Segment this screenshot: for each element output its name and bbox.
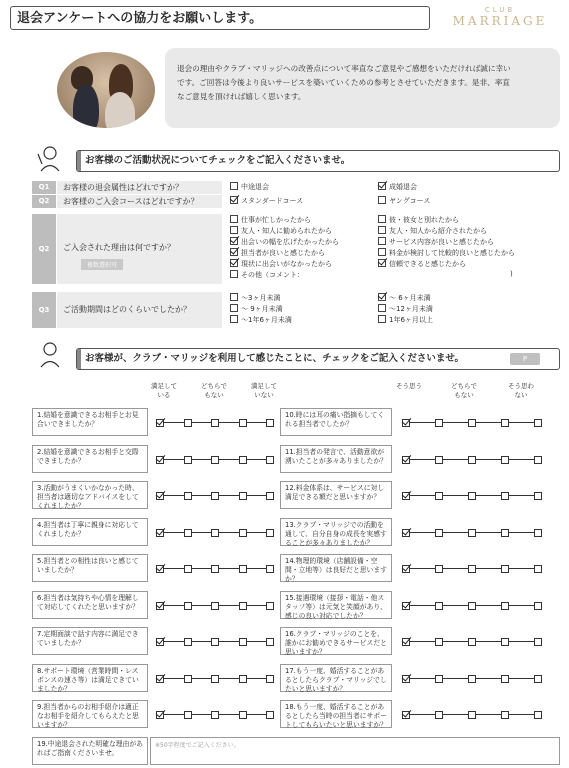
rating-box[interactable] (184, 456, 192, 464)
rating-scale (402, 673, 542, 685)
q2-label: Q2 (32, 214, 56, 284)
rating-box-checked[interactable] (156, 711, 164, 719)
q3-right-option-2[interactable] (378, 315, 558, 326)
rating-box[interactable] (501, 419, 509, 427)
q2-right-option-2-label: サービス内容が良いと感じたから (389, 238, 494, 246)
checkbox-checked[interactable] (378, 259, 386, 267)
rating-box[interactable] (435, 565, 443, 573)
rating-box[interactable] (468, 492, 476, 500)
rating-box[interactable] (534, 419, 542, 427)
rating-scale (156, 417, 274, 429)
section2-title: お客様が、クラブ・マリッジを利用して感じたことに、チェックをご記入くださいませ。 (85, 353, 465, 364)
q2-left-option-2[interactable] (230, 237, 380, 248)
right-header-0: そう思う (396, 382, 422, 390)
rating-box[interactable] (534, 602, 542, 610)
q2a-option-0-label: スタンダードコース (241, 197, 304, 205)
rating-box[interactable] (534, 638, 542, 646)
brand-small: CLUB (484, 6, 516, 14)
rating-box[interactable] (184, 675, 192, 683)
rating-box[interactable] (266, 456, 274, 464)
rating-box[interactable] (266, 492, 274, 500)
q2-right-option-0-label: 彼・彼女と別れたから (389, 216, 459, 224)
checkbox[interactable] (378, 248, 386, 256)
survey-statement: 7.定期面談で話す内容に満足できていましたか？ (32, 627, 148, 655)
raising-hand-person-icon (36, 144, 64, 172)
rating-box[interactable] (501, 529, 509, 537)
rating-box-checked[interactable] (156, 456, 164, 464)
rating-box[interactable] (435, 456, 443, 464)
rating-scale (156, 673, 274, 685)
checkbox[interactable] (378, 226, 386, 234)
rating-box[interactable] (435, 492, 443, 500)
survey-statement: 9.担当者からのお相手紹介は適正なお相手を紹介してもらえたと思いますか？ (32, 700, 148, 728)
section1-title: お客様のご活動状況についてチェックをご記入くださいませ。 (85, 155, 351, 166)
rating-box[interactable] (468, 456, 476, 464)
rating-box[interactable] (501, 456, 509, 464)
q1-option-0-label: 中途退会 (241, 183, 269, 191)
q3-left-option-1-label: ～ 9ヶ月未満 (241, 305, 283, 313)
rating-box-checked[interactable] (402, 529, 410, 537)
rating-box-checked[interactable] (402, 602, 410, 610)
rating-box[interactable] (211, 602, 219, 610)
rating-box-checked[interactable] (156, 419, 164, 427)
checkbox[interactable] (230, 293, 238, 301)
rating-scale (402, 600, 542, 612)
intro-line-2: です。ご回答は今後より良いサービスを築いていくための参考とさせていただきます。是非、率直 (177, 78, 510, 87)
rating-box[interactable] (435, 602, 443, 610)
rating-box[interactable] (468, 419, 476, 427)
rating-box-checked[interactable] (156, 638, 164, 646)
checkbox[interactable] (230, 270, 238, 278)
rating-box[interactable] (239, 602, 247, 610)
right-header-2: そう思わない (508, 382, 534, 399)
left-header-1: どちらでもない (201, 382, 227, 399)
rating-scale (402, 709, 542, 721)
rating-box[interactable] (211, 565, 219, 573)
q2a-label: Q2 (32, 195, 56, 208)
rating-box[interactable] (184, 602, 192, 610)
checkbox[interactable] (378, 304, 386, 312)
survey-statement: 15.接遇環境（接拶・電話・他スタッフ等）は元気と笑顔があり、感じの良い対応でしたか？ (280, 591, 392, 619)
q2-left-option-5-label: その他（コメント： (241, 271, 304, 279)
rating-box[interactable] (239, 675, 247, 683)
q2-left-option-3[interactable] (230, 248, 380, 259)
q3-options-right (378, 293, 558, 326)
rating-box[interactable] (468, 711, 476, 719)
rating-box[interactable] (534, 456, 542, 464)
q3-text: ご活動期間はどのくらいでしたか？ (57, 292, 222, 328)
rating-box[interactable] (534, 529, 542, 537)
q19-text: 19.中途退会された明確な理由があればご指南くださいませ。 (32, 737, 148, 765)
person-icon (36, 340, 64, 368)
rating-box[interactable] (266, 638, 274, 646)
survey-statement: 2.結婚を意識できるお相手と交際できましたか？ (32, 445, 148, 473)
survey-statement: 12.料金体系は、サービスに対し満足できる額だと思いますか？ (280, 481, 392, 509)
checkbox-checked[interactable] (230, 259, 238, 267)
q2-right-option-4-label: 信頼できると感じたから (389, 260, 466, 268)
rating-box-checked[interactable] (156, 675, 164, 683)
intro-bubble (165, 48, 560, 128)
q19-answer-field[interactable] (150, 737, 560, 765)
survey-statement: 5.担当者との相性は良いと感じていましたか？ (32, 554, 148, 582)
rating-box[interactable] (239, 492, 247, 500)
rating-box[interactable] (501, 638, 509, 646)
left-header-2: 満足していない (251, 382, 277, 399)
checkbox[interactable] (230, 226, 238, 234)
survey-statement: 17.もう一度、婚活することがあるとしたらクラブ・マリッジでしたいと思いますか？ (280, 664, 392, 692)
rating-box[interactable] (239, 419, 247, 427)
q2-text: ご入会された理由は何ですか？ (63, 243, 175, 252)
checkbox[interactable] (378, 315, 386, 323)
rating-box[interactable] (468, 675, 476, 683)
rating-scale (402, 417, 542, 429)
rating-scale (402, 636, 542, 648)
rating-box-checked[interactable] (402, 456, 410, 464)
q2-left-option-2-label: 出会いの幅を広げたかったから (241, 238, 339, 246)
q2a-text: お客様のご入会コースはどれですか？ (57, 195, 222, 208)
rating-box[interactable] (239, 638, 247, 646)
survey-statement: 8.サポート環境（営業時間・レスポンスの速さ等）は満足できていましたか？ (32, 664, 148, 692)
survey-statement: 13.クラブ・マリッジでの活動を通して、自分自身の成長を実感することが多々ありましたか？ (280, 518, 392, 546)
rating-box[interactable] (266, 565, 274, 573)
q2-right-option-2[interactable] (378, 237, 558, 248)
q2-left-option-1-label: 友人・知人に勧められたから (241, 227, 332, 235)
rating-box[interactable] (534, 492, 542, 500)
rating-box[interactable] (211, 638, 219, 646)
rating-box[interactable] (211, 529, 219, 537)
rating-box[interactable] (211, 711, 219, 719)
q2a-option-0[interactable] (230, 196, 303, 206)
q2-text-block (57, 214, 222, 284)
q1-option-0[interactable] (230, 182, 269, 192)
survey-statement: 1.結婚を意識できるお相手とお見合いできましたか？ (32, 408, 148, 436)
q2-left-option-5[interactable] (230, 270, 380, 281)
page-title: 退会アンケートへの協力をお願いします。 (10, 6, 430, 30)
q1-option-1-label: 成婚退会 (389, 183, 417, 191)
rating-box[interactable] (184, 711, 192, 719)
section2-header (76, 348, 560, 370)
q3-right-option-0[interactable] (378, 293, 558, 304)
rating-scale (402, 490, 542, 502)
q2-close-paren: ) (510, 270, 513, 278)
checkbox[interactable] (378, 196, 386, 204)
rating-box[interactable] (468, 638, 476, 646)
q3-left-option-2-label: ～1年6ヶ月未満 (241, 316, 292, 324)
q2-note: 複数選択可 (81, 259, 123, 270)
rating-scale (402, 563, 542, 575)
rating-box[interactable] (184, 419, 192, 427)
survey-statement: 14.物理的環境（店舗設備・空間・立地等）は良好だと思いますか？ (280, 554, 392, 582)
checkbox-checked[interactable] (378, 293, 386, 301)
rating-box[interactable] (184, 638, 192, 646)
survey-statement: 4.担当者は丁寧に親身に対応してくれましたか？ (32, 518, 148, 546)
rating-box-checked[interactable] (156, 602, 164, 610)
intro-line-3: なご意見を頂ければ嬉しく思います。 (177, 92, 306, 101)
rating-box[interactable] (239, 711, 247, 719)
rating-box[interactable] (501, 492, 509, 500)
rating-box-checked[interactable] (402, 711, 410, 719)
rating-box-checked[interactable] (156, 529, 164, 537)
rating-box[interactable] (266, 675, 274, 683)
section1-stripe (77, 151, 81, 171)
q1-label: Q1 (32, 181, 56, 194)
q1-option-1[interactable] (378, 182, 417, 192)
checkbox[interactable] (230, 215, 238, 223)
q19-note: ※50字程度でご記入ください。 (155, 742, 240, 749)
q2-left-option-1[interactable] (230, 226, 380, 237)
rating-scale (156, 454, 274, 466)
survey-statement: 3.活動がうまくいかなかった時、担当者は適切なアドバイスをしてくれましたか？ (32, 481, 148, 509)
rating-box[interactable] (184, 565, 192, 573)
survey-statement: 18.もう一度、婚活することがあるとしたら当時の担当者にサポートしてもらいたいと思いますか？ (280, 700, 392, 728)
intro-line-1: 退会の理由やクラブ・マリッジへの改善点について率直なご意見やご感想をいただければ誠に幸い (177, 64, 511, 73)
checkbox[interactable] (230, 304, 238, 312)
rating-box-checked[interactable] (402, 565, 410, 573)
rating-scale (402, 527, 542, 539)
rating-box[interactable] (468, 565, 476, 573)
survey-statement: 6.担当者は気持ちや心情を理解して対応してくれたと思いますか？ (32, 591, 148, 619)
rating-box[interactable] (534, 565, 542, 573)
rating-scale (156, 563, 274, 575)
rating-scale (156, 600, 274, 612)
rating-box-checked[interactable] (402, 492, 410, 500)
survey-statement: 11.担当者の発言で、活動意欲が湧いたことが多々ありましたか？ (280, 445, 392, 473)
couple-photo (57, 52, 155, 128)
rating-box[interactable] (211, 492, 219, 500)
rating-box[interactable] (435, 419, 443, 427)
rating-box[interactable] (266, 529, 274, 537)
checkbox-checked[interactable] (378, 182, 386, 190)
rating-box[interactable] (435, 638, 443, 646)
right-header-1: どちらでもない (451, 382, 477, 399)
survey-statement: 16.クラブ・マリッジのことを、誰かにお勧めできるサービスだと思いますか？ (280, 627, 392, 655)
q2-right-option-1-label: 友人・知人から紹介されたから (389, 227, 487, 235)
rating-box-checked[interactable] (402, 419, 410, 427)
q3-right-option-1[interactable] (378, 304, 558, 315)
checkbox-checked[interactable] (230, 237, 238, 245)
rating-scale (156, 527, 274, 539)
q2-options-right (378, 215, 558, 270)
page-badge: P (510, 353, 540, 365)
section2-stripe (77, 349, 81, 369)
checkbox[interactable] (230, 315, 238, 323)
q3-left-option-2[interactable] (230, 315, 380, 326)
rating-box[interactable] (534, 711, 542, 719)
rating-box[interactable] (534, 675, 542, 683)
rating-box[interactable] (184, 529, 192, 537)
rating-box[interactable] (239, 565, 247, 573)
rating-box[interactable] (266, 602, 274, 610)
q2-left-option-0-label: 仕事が忙しかったから (241, 216, 311, 224)
q2a-option-1-label: ヤングコース (389, 197, 431, 205)
q3-options-left (230, 293, 380, 326)
q2a-option-1[interactable] (378, 196, 430, 206)
q3-right-option-1-label: ～12ヶ月未満 (389, 305, 433, 313)
rating-box[interactable] (435, 529, 443, 537)
checkbox[interactable] (230, 182, 238, 190)
checkbox[interactable] (378, 237, 386, 245)
rating-box[interactable] (211, 456, 219, 464)
brand-big: MARRIAGE (452, 14, 548, 28)
rating-box[interactable] (239, 456, 247, 464)
survey-statement: 10.時には耳の痛い指摘もしてくれる担当者でしたか？ (280, 408, 392, 436)
q3-left-option-1[interactable] (230, 304, 380, 315)
q3-right-option-0-label: ～ 6ヶ月未満 (389, 294, 431, 302)
rating-box[interactable] (184, 492, 192, 500)
q2-left-option-3-label: 担当者が良いと感じたから (241, 249, 325, 257)
q3-left-option-0[interactable] (230, 293, 380, 304)
rating-box[interactable] (501, 675, 509, 683)
rating-box[interactable] (501, 602, 509, 610)
rating-box[interactable] (501, 565, 509, 573)
q3-right-option-2-label: 1年6ヶ月以上 (389, 316, 433, 324)
q2-right-option-0[interactable] (378, 215, 558, 226)
rating-scale (156, 709, 274, 721)
q2-left-option-4[interactable] (230, 259, 380, 270)
q3-left-option-0-label: ～3ヶ月未満 (241, 294, 281, 302)
rating-box[interactable] (211, 419, 219, 427)
rating-scale (402, 454, 542, 466)
q2-left-option-0[interactable] (230, 215, 380, 226)
q2-right-option-3-label: 料金が検討して比較的良いと感じたから (389, 249, 515, 257)
rating-box-checked[interactable] (156, 492, 164, 500)
checkbox-checked[interactable] (230, 196, 238, 204)
rating-box[interactable] (468, 602, 476, 610)
rating-box[interactable] (435, 711, 443, 719)
q2-right-option-4[interactable] (378, 259, 558, 270)
rating-scale (156, 636, 274, 648)
rating-box[interactable] (239, 529, 247, 537)
q2-options-left (230, 215, 380, 281)
rating-box-checked[interactable] (156, 565, 164, 573)
rating-box-checked[interactable] (402, 638, 410, 646)
rating-box-checked[interactable] (402, 675, 410, 683)
checkbox[interactable] (378, 215, 386, 223)
q2-right-option-3[interactable] (378, 248, 558, 259)
q1-text: お客様の退会属性はどれですか？ (57, 181, 222, 194)
rating-box[interactable] (266, 711, 274, 719)
rating-box[interactable] (435, 675, 443, 683)
q3-label: Q3 (32, 292, 56, 328)
q2-right-option-1[interactable] (378, 226, 558, 237)
rating-box[interactable] (468, 529, 476, 537)
q2-left-option-4-label: 現状に出会いがなかったから (241, 260, 332, 268)
brand-logo (440, 6, 560, 28)
section1-header (76, 150, 560, 172)
checkbox-checked[interactable] (230, 248, 238, 256)
rating-box[interactable] (266, 419, 274, 427)
left-header-0: 満足している (151, 382, 177, 399)
rating-scale (156, 490, 274, 502)
rating-box[interactable] (501, 711, 509, 719)
rating-box[interactable] (211, 675, 219, 683)
